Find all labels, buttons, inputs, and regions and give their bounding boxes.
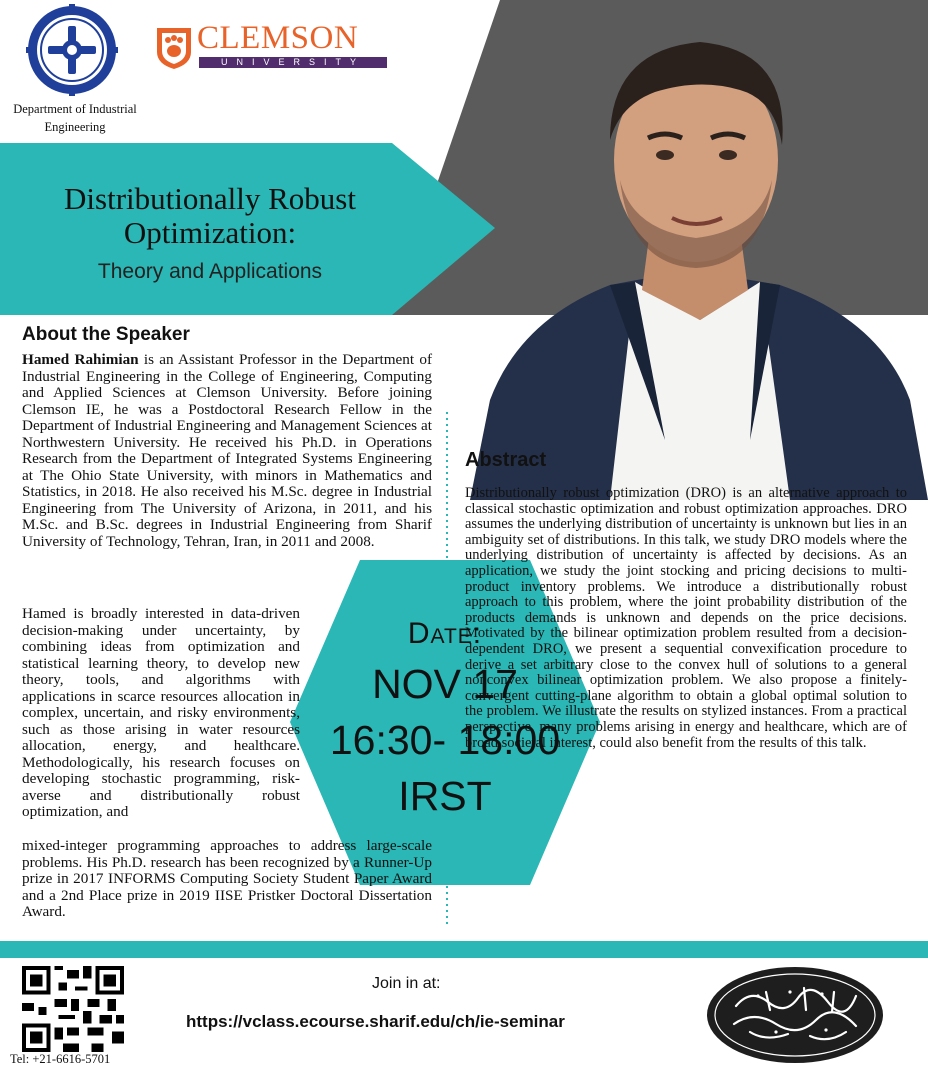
seminar-title [0, 182, 420, 284]
event-datetime [290, 612, 600, 824]
about-speaker-heading: About the Speaker [22, 324, 190, 345]
date-time: 16:30- 18:00 [329, 717, 561, 763]
join-label: Join in at: [372, 975, 441, 992]
title-main: Distributionally Robust Optimization: [64, 181, 356, 250]
sharif-ie-calligraphy-seal-icon [706, 966, 884, 1064]
speaker-photo [460, 20, 928, 500]
department-label: Department of Industrial Engineering [13, 102, 137, 134]
bio-paragraph-1: is an Assistant Professor in the Department of Industrial Engineering in the College of Engineering, Computing and Applied Sciences at Clemson University. Before joining Clemson IE, he was a Postdoctoral Research Fellow in the Department of Industrial Engineering and Management Sciences at Northwestern University. He received his Ph.D. in Operations Research from the Department of Integrated Systems Engineering at The Ohio State University, with minors in Mathematics and Statistics, in 2018. He also received his M.Sc. degree in Industrial Engineering from The University of Arizona, in 2011, and his M.Sc. and B.Sc. degrees in Industrial Engineering from Sharif University of Technology, Tehran, Iran, in 2011 and 2008. [22, 351, 432, 550]
clemson-logo [155, 20, 395, 76]
date-day: NOV 17 [372, 661, 518, 707]
abstract-text: Distributionally robust optimization (DRO) is an alternative approach to classical stochastic optimization and robust optimization approaches. DRO assumes the underlying distribution of uncertainty is unknown but lies in an ambiguity set of distributions. In this talk, we study DRO models where the underlying distribution of uncertainty is affected by decisions. As an application, we study the joint stocking and pricing decisions to multi-product inventory problems. We introduce a distributionally robust approach to this problem, where the joint probability distribution of the products demands is unknown and depends on the price decisions. Motivated by the bilinear optimization problem resulted from a decision-dependent DRO, we present a sequential convexification procedure to derive a set arbitrary close to the convex hull of solutions to a general nonconvex bilinear optimization problem. We also propose a finitely-convergent cutting-plane algorithm to obtain a global optimal solution to the problem. We illustrate the results on stylized instances. From a practical perspective, many problems arising in energy and healthcare, which are of broad societal interest, could also benefit from the results of this talk. [465, 485, 907, 751]
clemson-tiger-paw-shield-icon [155, 26, 193, 70]
phone-number: Tel: +21-6616-5701 [10, 1052, 111, 1066]
bio-paragraph-3: mixed-integer programming approaches to address large-scale problems. His Ph.D. research has been recognized by a Runner-Up prize in 2017 INFORMS Computing Society Student Paper Award and a 2nd Place prize in 2019 IISE Pristker Doctoral Dissertation Award. [22, 837, 432, 920]
speaker-name: Hamed Rahimian [22, 351, 139, 368]
about-speaker-bio [22, 352, 432, 550]
date-timezone: IRST [398, 773, 492, 819]
date-label: Date: [407, 617, 483, 650]
clemson-university-bar: UNIVERSITY [199, 57, 387, 68]
abstract-heading: Abstract [465, 449, 547, 471]
seminar-link[interactable]: https://vclass.ecourse.sharif.edu/ch/ie-seminar [186, 1012, 565, 1031]
title-subtitle: Theory and Applications [97, 260, 323, 283]
qr-code-icon[interactable] [22, 966, 124, 1052]
clemson-wordmark: CLEMSON [197, 20, 359, 56]
footer-teal-bar [0, 941, 928, 958]
bio-paragraph-2: Hamed is broadly interested in data-driven decision-making under uncertainty, by combining ideas from optimization and statistical learning theory, to develop new theory, tools, and algorithms with applications in scarce resources allocation in complex, uncertain, and risky environments, such as those arising in water resources allocation, energy, and healthcare. Methodologically, his research focuses on developing stochastic programming, risk-averse and distributionally robust optimization, and [22, 605, 300, 820]
sharif-university-logo-icon [26, 4, 118, 96]
